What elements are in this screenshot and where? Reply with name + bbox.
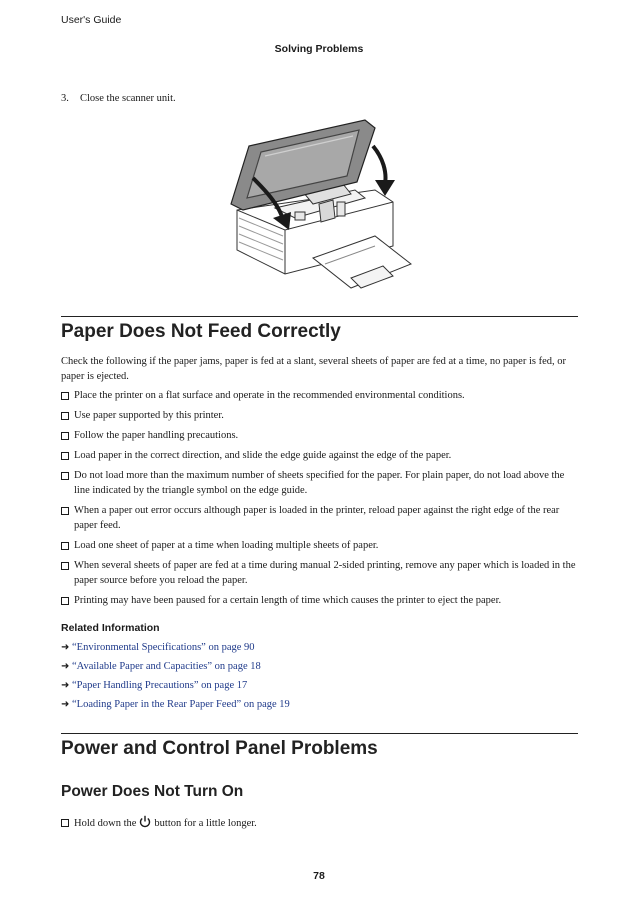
section-title-paper-feed: Paper Does Not Feed Correctly: [61, 321, 341, 342]
section-header: Solving Problems: [274, 43, 364, 55]
link-available-paper[interactable]: “Available Paper and Capacities” on page 18: [72, 661, 261, 672]
arrow-right-icon: ➜: [61, 680, 70, 691]
checkbox-bullet-icon: [61, 562, 69, 570]
list-item: [61, 697, 290, 712]
power-checklist: [61, 815, 581, 838]
list-item: When a paper out error occurs although paper is loaded in the printer, reload paper against the right edge of the rear paper feed.: [61, 503, 581, 533]
checkbox-bullet-icon: [61, 392, 69, 400]
list-item: Printing may have been paused for a certain length of time which causes the printer to eject the paper.: [61, 593, 581, 608]
page-number: 78: [313, 870, 325, 882]
power-icon: [139, 815, 151, 833]
checkbox-bullet-icon: [61, 452, 69, 460]
section-intro: Check the following if the paper jams, paper is fed at a slant, several sheets of paper are fed at a time, no paper is fed, or paper is ejected.: [61, 356, 566, 382]
link-environmental-specifications[interactable]: “Environmental Specifications” on page 90: [72, 642, 255, 653]
checkbox-bullet-icon: [61, 819, 69, 827]
step-text: Close the scanner unit.: [80, 93, 176, 104]
list-item: Use paper supported by this printer.: [61, 408, 581, 423]
list-item: Load one sheet of paper at a time when loading multiple sheets of paper.: [61, 538, 581, 553]
subsection-title-power-on: Power Does Not Turn On: [61, 783, 244, 800]
list-item: [61, 640, 290, 655]
list-item: Follow the paper handling precautions.: [61, 428, 581, 443]
checkbox-bullet-icon: [61, 472, 69, 480]
section-rule: [61, 316, 578, 317]
list-item: Place the printer on a flat surface and operate in the recommended environmental conditions.: [61, 388, 581, 403]
running-header: User's Guide: [61, 14, 122, 26]
related-information-title: Related Information: [61, 622, 160, 634]
printer-closing-scanner-illustration: [225, 118, 415, 293]
step-number: 3.: [61, 93, 69, 104]
checkbox-bullet-icon: [61, 507, 69, 515]
related-links: [61, 640, 290, 716]
list-item: When several sheets of paper are fed at a time during manual 2-sided printing, remove any paper which is loaded in the paper source before you reload the paper.: [61, 558, 581, 588]
link-loading-paper-rear[interactable]: “Loading Paper in the Rear Paper Feed” on page 19: [72, 699, 290, 710]
list-item: [61, 659, 290, 674]
arrow-right-icon: ➜: [61, 699, 70, 710]
list-item: Do not load more than the maximum number of sheets specified for the paper. For plain paper, do not load above the line indicated by the triangle symbol on the edge guide.: [61, 468, 581, 498]
link-paper-handling[interactable]: “Paper Handling Precautions” on page 17: [72, 680, 248, 691]
list-item: [61, 678, 290, 693]
arrow-right-icon: ➜: [61, 642, 70, 653]
list-item: Hold down the button for a little longer.: [61, 815, 581, 833]
checkbox-bullet-icon: [61, 432, 69, 440]
checkbox-bullet-icon: [61, 412, 69, 420]
checkbox-bullet-icon: [61, 542, 69, 550]
list-item: Load paper in the correct direction, and slide the edge guide against the edge of the paper.: [61, 448, 581, 463]
arrow-right-icon: ➜: [61, 661, 70, 672]
checklist: [61, 388, 581, 613]
step-3: [61, 93, 176, 104]
section-rule: [61, 733, 578, 734]
section-title-power: Power and Control Panel Problems: [61, 738, 378, 759]
checkbox-bullet-icon: [61, 597, 69, 605]
